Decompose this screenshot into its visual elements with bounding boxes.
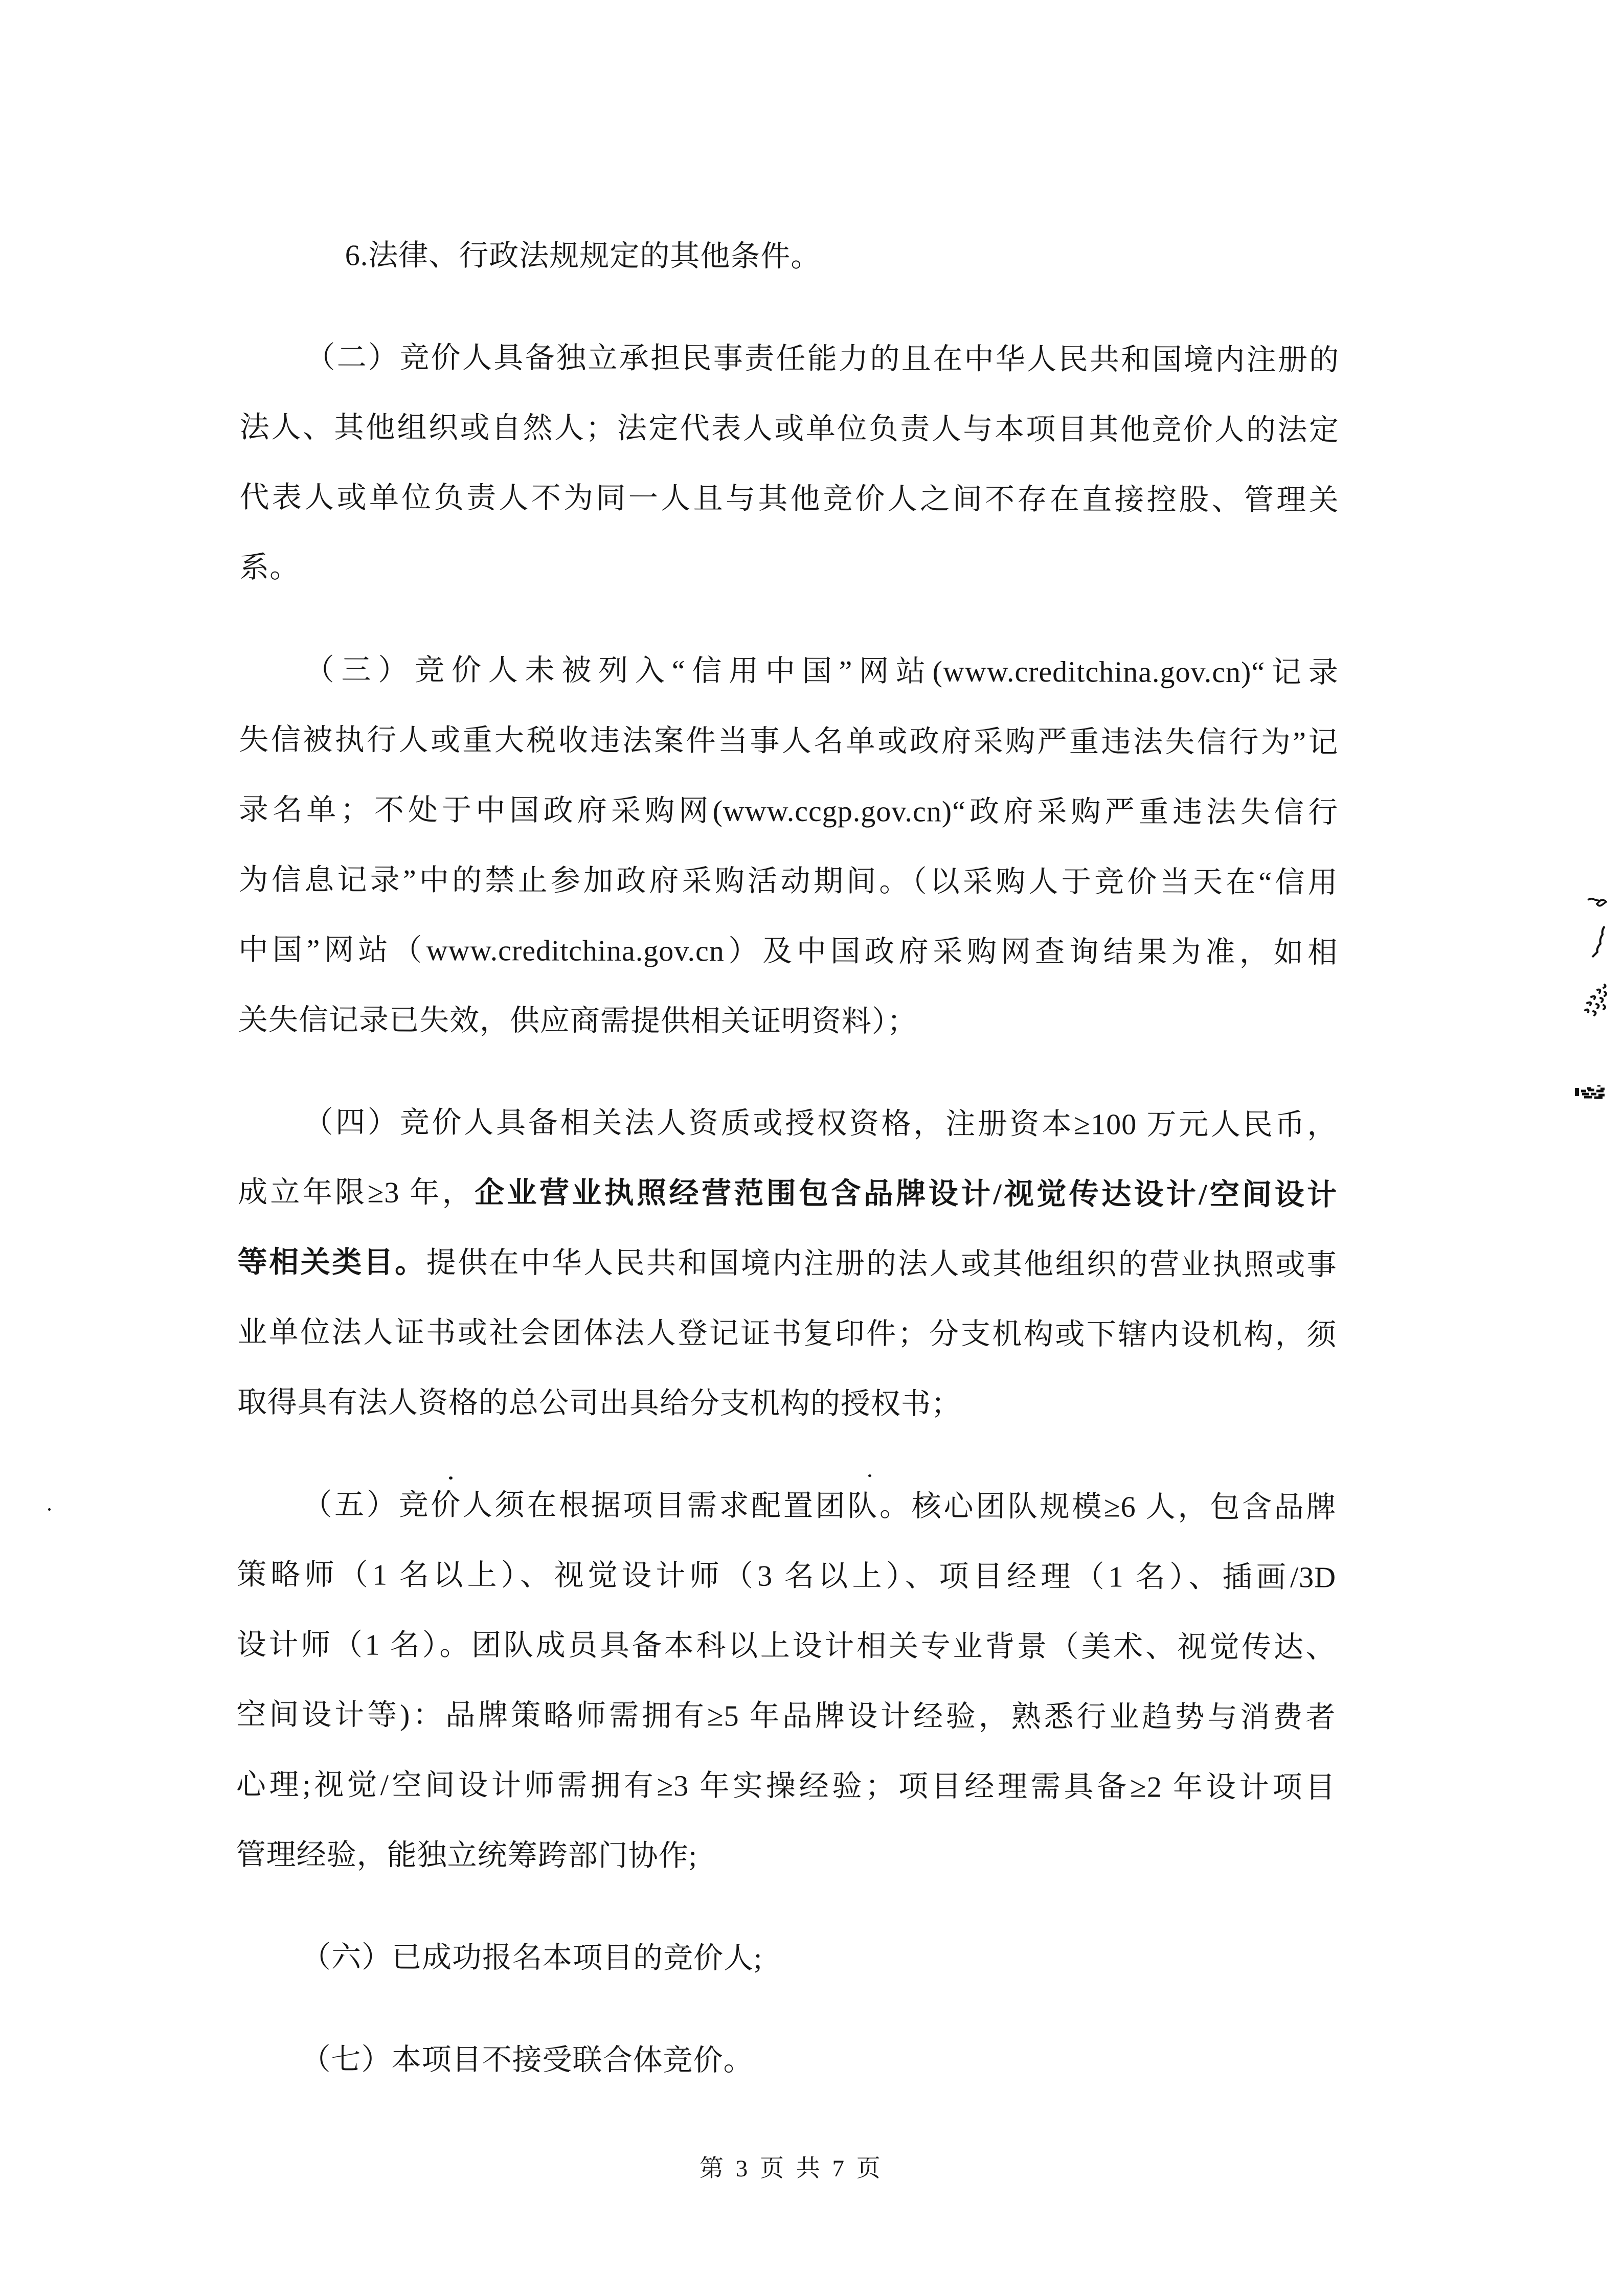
text-segment: （四）竞价人具备相关法人资质或授权资格，注册资本≥100 万元人民币， [303, 1105, 1338, 1142]
text-line [240, 322, 1339, 395]
text-segment: （六）已成功报名本项目的竞价人; [301, 1940, 763, 1975]
scan-artifact-stroke [1590, 925, 1608, 958]
paragraph [239, 322, 1339, 605]
text-segment: 管理经验，能独立统筹跨部门协作; [236, 1837, 697, 1873]
text-line [236, 1679, 1336, 1753]
bold-text-segment: 企业营业执照经营范围包含品牌设计/视觉传达设计/空间设计 [475, 1176, 1338, 1212]
text-line [239, 704, 1338, 778]
text-segment: 法人、其他组织或自然人；法定代表人或单位负责人与本项目其他竞价人的法定 [239, 410, 1340, 447]
text-segment: 取得具有法人资格的总公司出具给分支机构的授权书； [237, 1385, 962, 1421]
text-line [240, 220, 1340, 293]
text-segment: 失信被执行人或重大税收违法案件当事人名单或政府采购严重违法失信行为”记 [239, 722, 1339, 759]
text-line [239, 462, 1339, 535]
paragraph [235, 2024, 1335, 2097]
text-line [239, 532, 1339, 605]
page-number: 第 3 页 共 7 页 [700, 2155, 882, 2182]
text-segment: 策略师（1 名以上）、视觉设计师（3 名以上）、项目经理（1 名）、插画/3D [236, 1557, 1337, 1594]
text-segment: 中国”网站（www.creditchina.gov.cn）及中国政府采购网查询结果为准，如相 [238, 933, 1338, 969]
text-segment: 6.法律、行政法规规定的其他条件。 [345, 238, 821, 273]
text-line [238, 845, 1338, 918]
text-segment: 为信息记录”中的禁止参加政府采购活动期间。（以采购人于竞价当天在“信用 [238, 862, 1338, 899]
text-segment: 业单位法人证书或社会团体法人登记证书复印件；分支机构或下辖内设机构，须 [237, 1315, 1337, 1352]
document-text-block [235, 220, 1340, 2097]
text-segment: 设计师（1 名）。团队成员具备本科以上设计相关专业背景（美术、视觉传达、 [236, 1627, 1336, 1664]
scan-speck [868, 1474, 871, 1477]
paragraph [237, 1087, 1338, 1440]
text-line [237, 1367, 1337, 1440]
text-segment: 成立年限≥3 年， [237, 1175, 475, 1210]
text-line [239, 775, 1338, 848]
text-line [236, 1820, 1335, 1893]
text-line [238, 985, 1338, 1058]
paragraph [238, 634, 1339, 1058]
paragraph [240, 220, 1340, 293]
paragraph [236, 1922, 1335, 1995]
scan-artifact-smudge [1574, 1084, 1607, 1102]
scan-artifact-squiggle [1587, 895, 1608, 909]
text-line [238, 1157, 1337, 1230]
text-line [237, 1539, 1336, 1612]
text-line [238, 915, 1338, 988]
text-line [237, 1469, 1336, 1542]
text-segment: 系。 [239, 550, 300, 584]
text-line [239, 634, 1339, 708]
text-segment: 关失信记录已失效，供应商需提供相关证明资料）； [238, 1003, 918, 1038]
text-segment: （五）竞价人须在根据项目需求配置团队。核心团队规模≥6 人，包含品牌 [302, 1488, 1337, 1524]
scan-speck [449, 1476, 453, 1480]
text-line [240, 392, 1339, 465]
scan-artifact-blob [1582, 983, 1610, 1018]
text-segment: 空间设计等)：品牌策略师需拥有≥5 年品牌设计经验，熟悉行业趋势与消费者 [236, 1697, 1336, 1734]
bold-text-segment: 等相关类目。 [237, 1245, 426, 1279]
text-line [236, 1749, 1336, 1823]
text-line [238, 1087, 1337, 1160]
text-segment: 提供在中华人民共和国境内注册的法人或其他组织的营业执照或事 [426, 1245, 1337, 1282]
scan-speck [48, 1508, 51, 1511]
text-segment: （三）竞价人未被列入“信用中国”网站(www.creditchina.gov.cn)“记录 [304, 653, 1339, 689]
text-segment: （七）本项目不接受联合体竞价。 [301, 2042, 754, 2077]
text-line [236, 1922, 1335, 1995]
paragraph [236, 1469, 1336, 1893]
text-segment: 代表人或单位负责人不为同一人且与其他竞价人之间不存在直接控股、管理关 [239, 480, 1339, 517]
text-line [235, 2024, 1335, 2097]
text-segment: 心理;视觉/空间设计师需拥有≥3 年实操经验；项目经理需具备≥2 年设计项目 [236, 1767, 1336, 1804]
text-segment: （二）竞价人具备独立承担民事责任能力的且在中华人民共和国境内注册的 [305, 340, 1340, 377]
text-line [237, 1297, 1337, 1370]
text-segment: 录名单；不处于中国政府采购网(www.ccgp.gov.cn)“政府采购严重违法失信行 [238, 792, 1339, 829]
text-line [237, 1227, 1337, 1300]
text-line [237, 1609, 1336, 1683]
